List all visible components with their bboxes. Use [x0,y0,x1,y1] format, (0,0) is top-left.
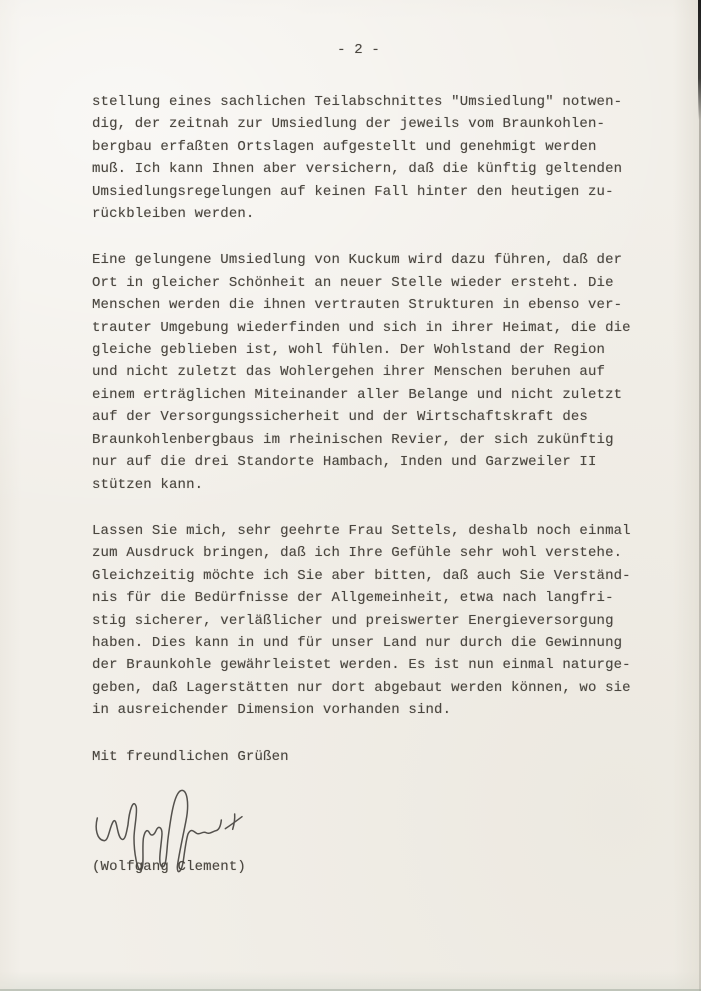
paragraph-1 [92,91,652,225]
text-line: einem erträglichen Miteinander aller Belange und nicht zuletzt [92,386,623,403]
text-line: auf der Versorgungssicherheit und der Wirtschaftskraft des [92,409,588,426]
text-line: nis für die Bedürfnisse der Allgemeinheit, etwa nach langfri- [92,590,614,607]
text-line: in ausreichender Dimension vorhanden sind. [92,702,452,719]
text-line: Menschen werden die ihnen vertrauten Strukturen in ebenso ver- [92,297,623,314]
text-line: Ort in gleicher Schönheit an neuer Stelle wieder ersteht. Die [92,274,614,291]
signature-stroke-tstem [233,814,235,829]
text-line: dig, der zeitnah zur Umsiedlung der jeweils vom Braunkohlen- [92,116,606,133]
paragraph-2 [92,249,652,495]
text-line: trauter Umgebung wiederfinden und sich in ihrer Heimat, die die [92,319,631,336]
text-line: gleiche geblieben ist, wohl fühlen. Der Wohlstand der Region [92,342,606,359]
text-line: nur auf die drei Standorte Hambach, Inden und Garzweiler II [92,454,597,471]
text-line: haben. Dies kann in und für unser Land nur durch die Gewinnung [92,634,623,651]
text-line: rückbleiben werden. [92,206,255,223]
text-line: und nicht zuletzt das Wohlergehen ihrer Menschen beruhen auf [92,364,606,381]
page-number: - 2 - [337,42,380,58]
paragraph-3 [92,520,652,722]
text-line: Braunkohlenbergbaus im rheinischen Revier, der sich zukünftig [92,431,614,448]
text-line: Lassen Sie mich, sehr geehrte Frau Settels, deshalb noch einmal [92,522,631,539]
text-line: bergbau erfaßten Ortslagen aufgestellt und genehmigt werden [92,138,597,155]
typed-signature-name: (Wolfgang Clement) [92,859,246,875]
text-line: stützen kann. [92,476,204,493]
text-line: Umsiedlungsregelungen auf keinen Fall hinter den heutigen zu- [92,183,614,200]
text-line: Gleichzeitig möchte ich Sie aber bitten, daß auch Sie Verständ- [92,567,631,584]
text-line: stig sicherer, verläßlicher und preiswerter Energieversorgung [92,612,614,629]
text-line: stellung eines sachlichen Teilabschnittes "Umsiedlung" notwen- [92,94,623,110]
closing-salutation: Mit freundlichen Grüßen [92,748,289,765]
text-line: muß. Ich kann Ihnen aber versichern, daß die künftig geltenden [92,161,623,178]
text-line: geben, daß Lagerstätten nur dort abgebaut werden können, wo sie [92,679,631,696]
text-line: zum Ausdruck bringen, daß ich Ihre Gefühle sehr wohl verstehe. [92,545,623,562]
text-line: Eine gelungene Umsiedlung von Kuckum wird dazu führen, daß der [92,252,623,269]
text-line: der Braunkohle gewährleistet werden. Es ist nun einmal naturge- [92,657,631,674]
letter-body [92,91,652,768]
